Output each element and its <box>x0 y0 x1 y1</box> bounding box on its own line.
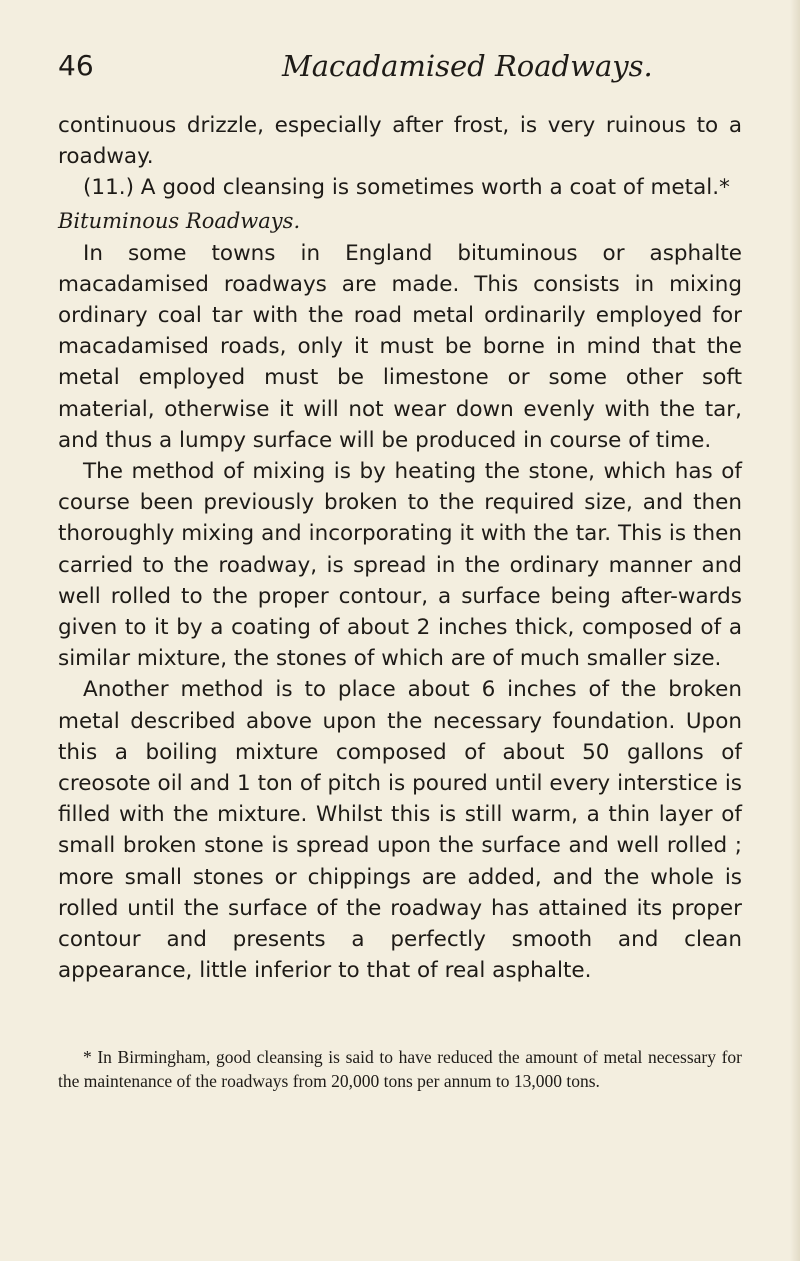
running-title: Macadamised Roadways. <box>282 49 653 83</box>
paragraph: In some towns in England bituminous or asphalte macadamised roadways are made. This consists in mixing ordinary coal tar with the road metal ordinarily employed for macadamised roads, only it must be borne in mind that the metal employed must be limestone or some other soft material, otherwise it will not wear down evenly with the tar, and thus a lumpy surface will be produced in course of time. <box>58 240 742 453</box>
page-header <box>0 44 800 94</box>
footnote: * In Birmingham, good cleansing is said to have reduced the amount of metal necessary for the maintenance of the roadways from 20,000 tons per annum to 13,000 tons. <box>58 1047 742 1091</box>
section-title: Bituminous Roadways. <box>58 208 301 233</box>
main-text <box>58 110 742 986</box>
page-edge-shadow <box>790 0 800 1261</box>
paragraph-continued: continuous drizzle, especially after frost, is very ruinous to a roadway. <box>58 113 742 170</box>
paragraph: The method of mixing is by heating the stone, which has of course been previously broken to the required size, and then thoroughly mixing and incorporating it with the tar. This is then carried to the roadway, is spread in the ordinary manner and well rolled to the proper contour, a surface being after-wards given to it by a coating of about 2 inches thick, composed of a similar mixture, the stones of which are of much smaller size. <box>58 459 742 672</box>
page-number: 46 <box>58 49 94 82</box>
paragraph: Another method is to place about 6 inches of the broken metal described above upon the necessary foundation. Upon this a boiling mixture composed of about 50 gallons of creosote oil and 1 ton of pitch is poured until every interstice is filled with the mixture. Whilst this is still warm, a thin layer of small broken stone is spread upon the surface and well rolled ; more small stones or chippings are added, and the whole is rolled until the surface of the roadway has attained its proper contour and presents a perfectly smooth and clean appearance, little inferior to that of real asphalte. <box>58 677 742 984</box>
paragraph-numbered: (11.) A good cleansing is sometimes worth a coat of metal.* <box>83 175 730 201</box>
